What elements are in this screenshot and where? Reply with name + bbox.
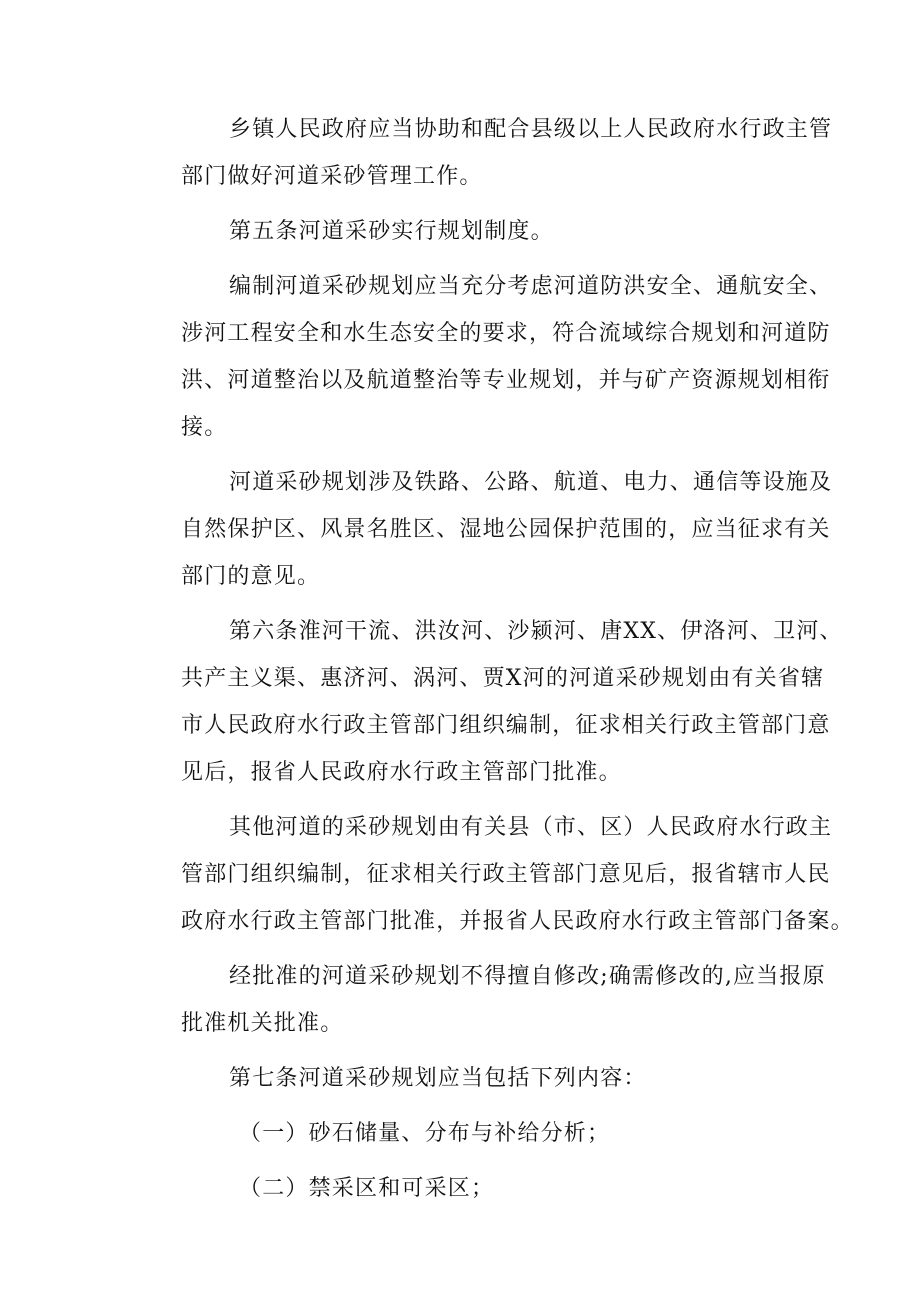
- list-item: [137, 1165, 797, 1212]
- text-line: 编制河道采砂规划应当充分考虑河道防洪安全、通航安全、: [229, 274, 833, 299]
- text-line: 第五条河道采砂实行规划制度。: [229, 219, 554, 244]
- text-line: 政府水行政主管部门批准，并报省人民政府水行政主管部门备案。: [181, 909, 854, 934]
- text-line: 自然保护区、风景名胜区、湿地公园保护范围的，应当征求有关: [181, 517, 831, 542]
- text-line: 经批准的河道采砂规划不得擅自修改;确需修改的,应当报原: [229, 964, 826, 989]
- text-line: 接。: [181, 415, 228, 440]
- document-page: [137, 106, 854, 1220]
- text-line: 见后，报省人民政府水行政主管部门批准。: [181, 760, 622, 785]
- text-line: 涉河工程安全和水生态安全的要求，符合流域综合规划和河道防: [181, 321, 831, 346]
- text-line: （二）禁采区和可采区；: [239, 1176, 495, 1201]
- text-line: 第六条淮河干流、洪汝河、沙颍河、唐XX、伊洛河、卫河、: [229, 619, 843, 644]
- text-line: 第七条河道采砂规划应当包括下列内容：: [229, 1066, 647, 1091]
- text-line: 其他河道的采砂规划由有关县（市、区）人民政府水行政主: [229, 815, 833, 840]
- article-heading: [137, 1055, 797, 1102]
- paragraph: [137, 263, 833, 451]
- text-line: 乡镇人民政府应当协助和配合县级以上人民政府水行政主管: [229, 117, 833, 142]
- text-line: 洪、河道整治以及航道整治等专业规划，并与矿产资源规划相衔: [181, 368, 831, 393]
- text-line: （一）砂石储量、分布与补给分析；: [239, 1121, 611, 1146]
- paragraph: [137, 953, 826, 1047]
- text-line: 部门的意见。: [181, 564, 321, 589]
- text-line: 批准机关批准。: [181, 1011, 344, 1036]
- paragraph: [137, 608, 843, 796]
- text-line: 共产主义渠、惠济河、涡河、贾X河的河道采砂规划由有关省辖: [181, 666, 825, 691]
- list-item: [137, 1110, 797, 1157]
- paragraph: [137, 106, 833, 200]
- paragraph: [137, 459, 833, 600]
- article-heading: [137, 208, 797, 255]
- text-line: 管部门组织编制，征求相关行政主管部门意见后，报省辖市人民: [181, 862, 831, 887]
- text-line: 市人民政府水行政主管部门组织编制，征求相关行政主管部门意: [181, 713, 831, 738]
- paragraph: [137, 804, 854, 945]
- text-line: 河道采砂规划涉及铁路、公路、航道、电力、通信等设施及: [229, 470, 833, 495]
- text-line: 部门做好河道采砂管理工作。: [181, 164, 483, 189]
